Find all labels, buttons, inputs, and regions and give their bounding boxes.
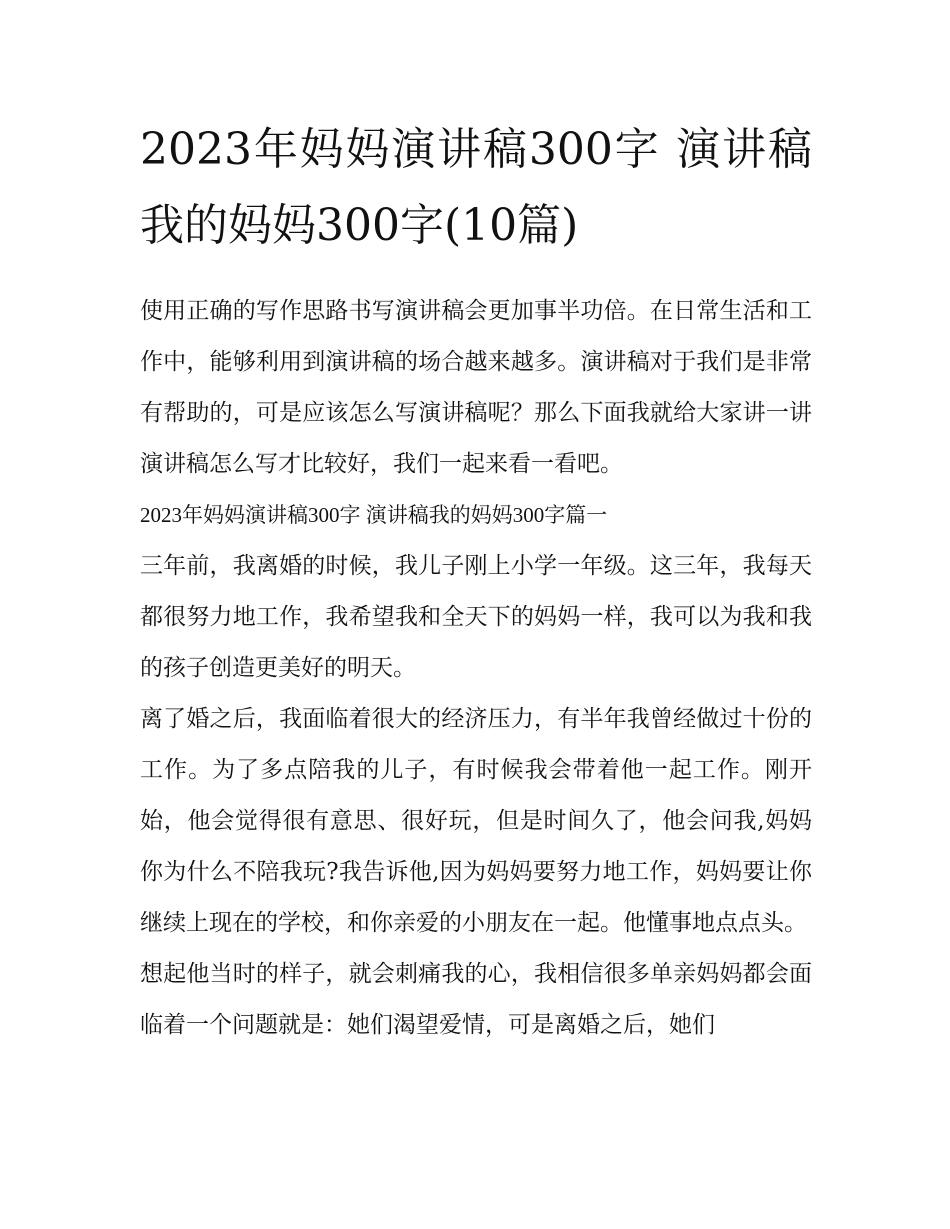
document-body [140,286,812,1051]
body-paragraph: 离了婚之后，我面临着很大的经济压力，有半年我曾经做过十份的工作。为了多点陪我的儿子，有时候我会带着他一起工作。刚开始，他会觉得很有意思、很好玩，但是时间久了，他会问我,妈妈你为什么不陪我玩?我告诉他,因为妈妈要努力地工作，妈妈要让你继续上现在的学校，和你亲爱的小朋友在一起。他懂事地点点头。 [140,706,812,936]
document-page [140,112,812,1051]
body-paragraph: 三年前，我离婚的时候，我儿子刚上小学一年级。这三年，我每天都很努力地工作，我希望我和全天下的妈妈一样，我可以为我和我的孩子创造更美好的明天。 [140,553,812,681]
body-paragraph: 想起他当时的样子，就会刺痛我的心，我相信很多单亲妈妈都会面临着一个问题就是：她们渴望爱情，可是离婚之后，她们 [140,961,812,1038]
section-heading: 2023年妈妈演讲稿300字 演讲稿我的妈妈300字篇一 [140,503,608,527]
document-title: 2023年妈妈演讲稿300字 演讲稿我的妈妈300字(10篇) [140,124,812,251]
intro-paragraph: 使用正确的写作思路书写演讲稿会更加事半功倍。在日常生活和工作中，能够利用到演讲稿的场合越来越多。演讲稿对于我们是非常有帮助的，可是应该怎么写演讲稿呢？那么下面我就给大家讲一讲演讲稿怎么写才比较好，我们一起来看一看吧。 [140,298,812,477]
